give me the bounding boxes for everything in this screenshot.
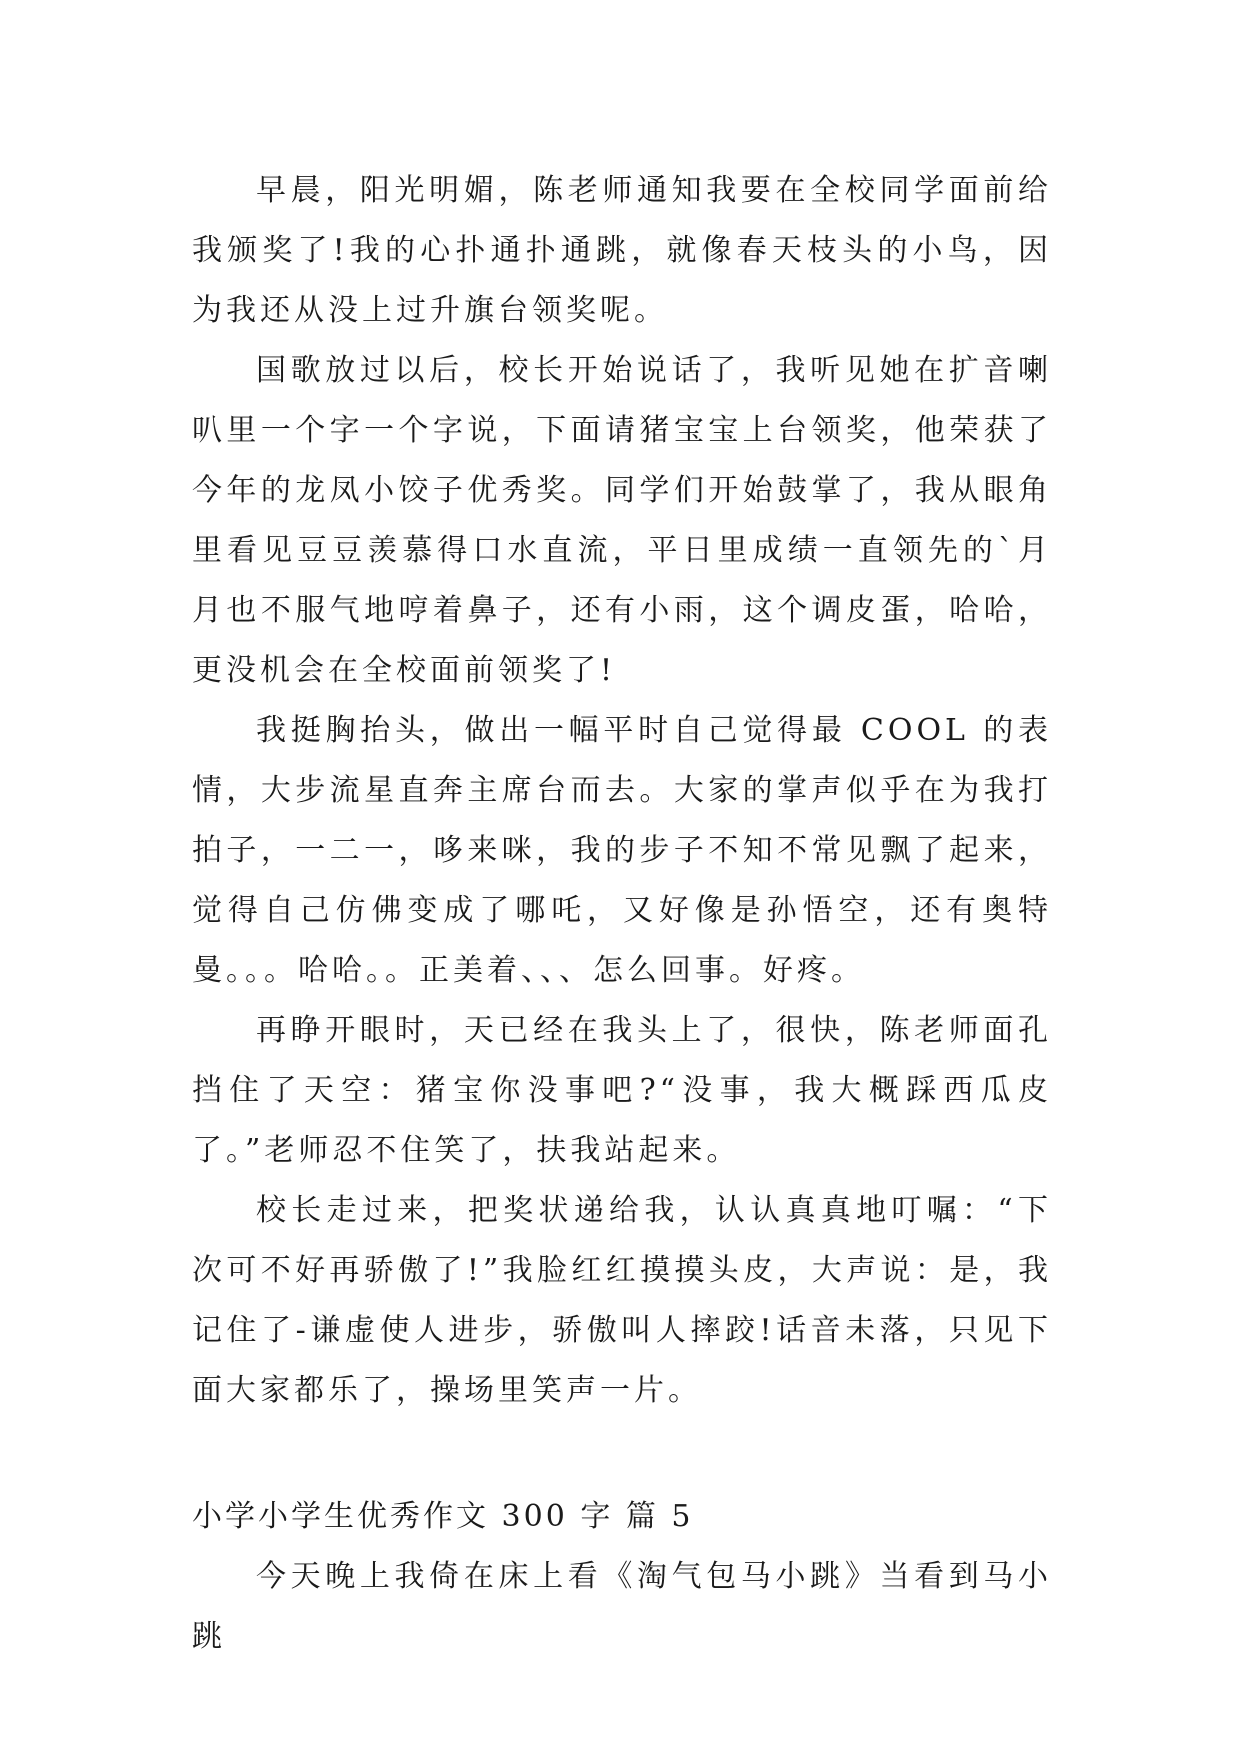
- document-body: [192, 161, 1052, 1667]
- paragraph-3: 我挺胸抬头，做出一幅平时自己觉得最 COOL 的表情，大步流星直奔主席台而去。大家的掌声似乎在为我打拍子，一二一，哆来咪，我的步子不知不常见飘了起来，觉得自己仿佛变成了哪吒，又好像是孙悟空，还有奥特曼。。。哈哈。。正美着、、、怎么回事。好疼。: [192, 713, 1052, 988]
- paragraph-4: 再睁开眼时，天已经在我头上了，很快，陈老师面孔挡住了天空：猪宝你没事吧?“没事，我大概踩西瓜皮了。”老师忍不住笑了，扶我站起来。: [192, 1013, 1052, 1168]
- paragraph-5: 校长走过来，把奖状递给我，认认真真地叮嘱：“下次可不好再骄傲了!”我脸红红摸摸头皮，大声说：是，我记住了-谦虚使人进步，骄傲叫人摔跤!话音未落，只见下面大家都乐了，操场里笑声一片。: [192, 1193, 1052, 1408]
- paragraph-next: 今天晚上我倚在床上看《淘气包马小跳》当看到马小跳: [192, 1559, 1052, 1654]
- paragraph-2: 国歌放过以后，校长开始说话了，我听见她在扩音喇叭里一个字一个字说，下面请猪宝宝上台领奖，他荣获了今年的龙凤小饺子优秀奖。同学们开始鼓掌了，我从眼角里看见豆豆羡慕得口水直流，平日里成绩一直领先的`月月也不服气地哼着鼻子，还有小雨，这个调皮蛋，哈哈，更没机会在全校面前领奖了!: [192, 353, 1052, 688]
- paragraph-1: 早晨，阳光明媚，陈老师通知我要在全校同学面前给我颁奖了!我的心扑通扑通跳，就像春天枝头的小鸟，因为我还从没上过升旗台领奖呢。: [192, 173, 1052, 328]
- section-heading: 小学小学生优秀作文 300 字 篇 5: [192, 1499, 694, 1534]
